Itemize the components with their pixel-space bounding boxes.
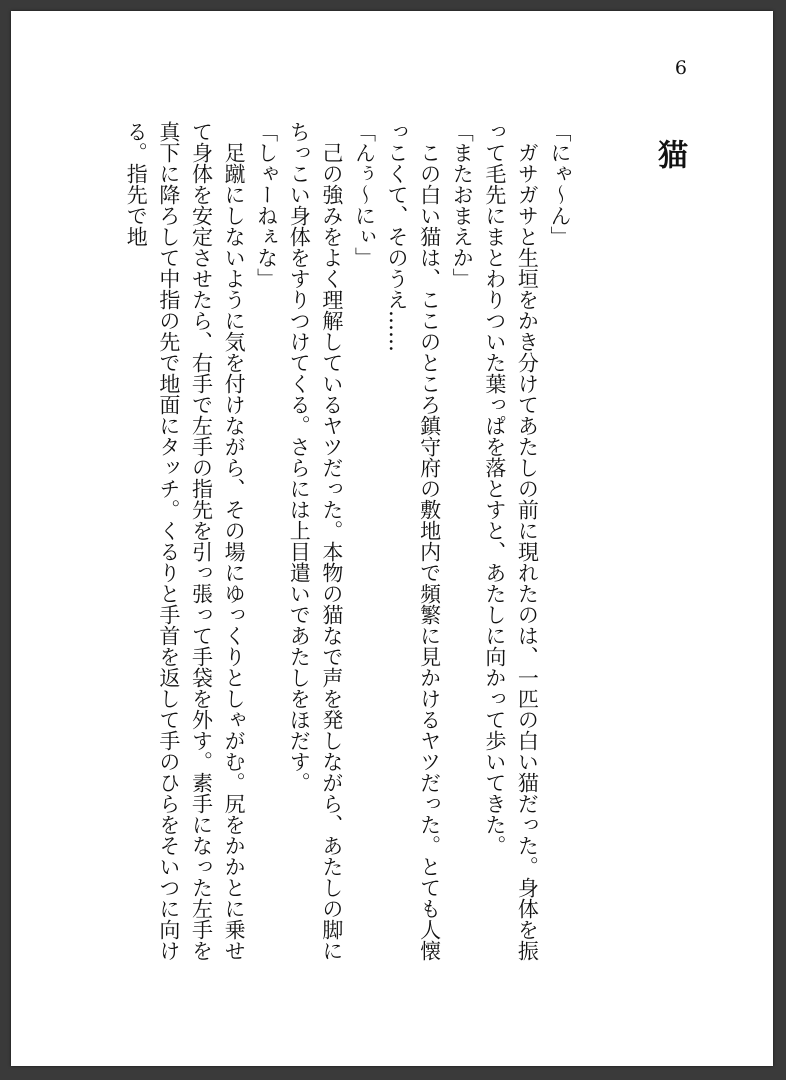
paragraph: 己の強みをよく理解しているヤツだった。本物の猫なで声を発しながら、あたしの脚にちっこい身体をすりつけてくる。さらには上目遣いであたしをほだす。	[287, 121, 344, 961]
paragraph: 「にゃ～ん」	[548, 121, 572, 247]
paragraph: 「またおまえか」	[450, 121, 475, 289]
chapter-title: 猫	[652, 139, 687, 169]
paragraph: 足蹴にしないように気を付けながら、その場にゆっくりとしゃがむ。尻をかかとに乗せて身体を安定させたら、右手で左手の指先を引っ張って手袋を外す。素手になった左手を真下に降ろして中指の先で地面にタッチ。くるりと手首を返して手のひらをそいつに向ける。指先で地	[124, 121, 247, 961]
paragraph: 「んぅ～にぃ」	[352, 121, 377, 268]
body-text	[120, 121, 576, 981]
paragraph: ガサガサと生垣をかき分けてあたしの前に現れたのは、一匹の白い猫だった。身体を振って毛先にまとわりついた葉っぱを落とすと、あたしに向かって歩いてきた。	[482, 121, 540, 961]
page-number: 6	[674, 57, 687, 79]
paragraph: この白い猫は、ここのところ鎮守府の敷地内で頻繁に見かけるヤツだった。とても人懐っこくて、そのうえ……	[385, 121, 442, 961]
document-page	[11, 11, 773, 1066]
paragraph: 「しゃーねぇな」	[254, 121, 279, 289]
